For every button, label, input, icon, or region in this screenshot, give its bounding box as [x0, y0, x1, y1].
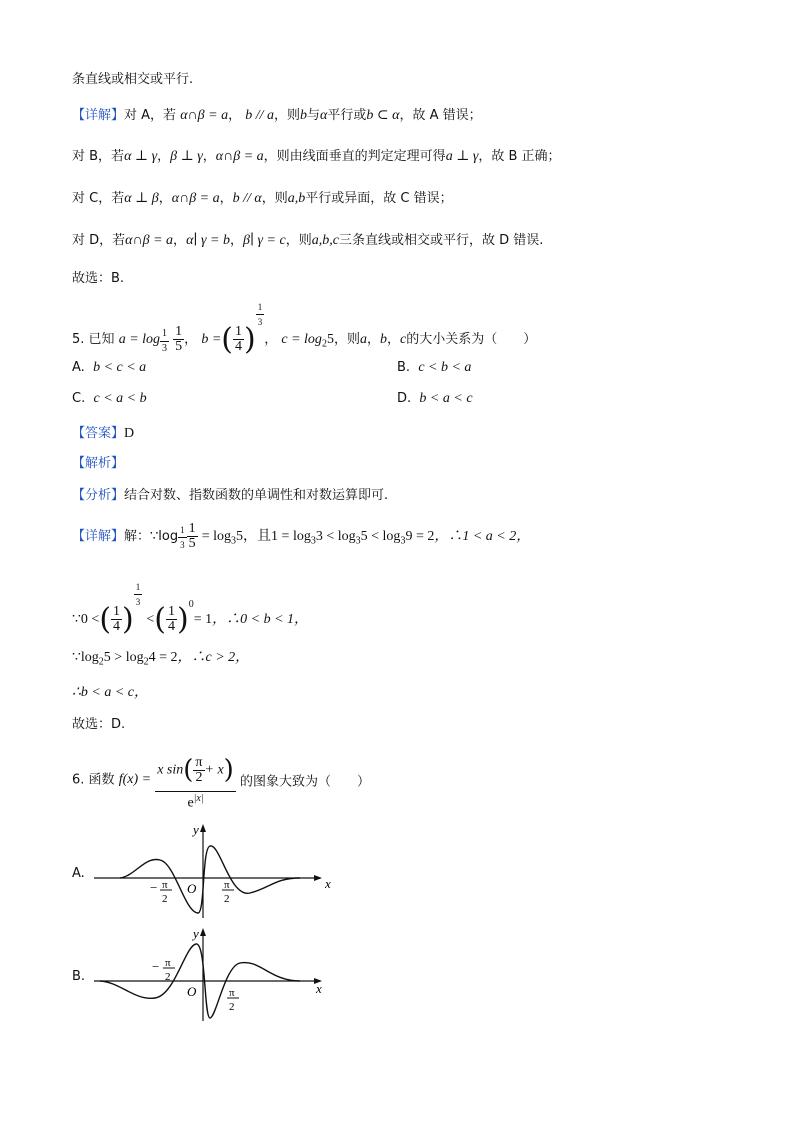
svg-text:O: O [187, 984, 197, 999]
svg-text:2: 2 [162, 893, 168, 905]
svg-text:π: π [229, 987, 235, 999]
choose-b-line: 故选：B. [72, 271, 125, 286]
option-c[interactable]: C. c < a < b [72, 391, 147, 406]
svg-text:y: y [193, 926, 199, 941]
detail-line-d: 对 D，若α∩β = a，α∣ γ = b，β∣ γ = c，则a,b,c三条直线或相交或平行，故 D 错误. [72, 233, 544, 248]
svg-text:π: π [162, 879, 168, 891]
analysis-tag: 【解析】 [72, 456, 125, 471]
option-b-label[interactable]: B. [72, 969, 86, 984]
svg-text:−: − [150, 880, 158, 895]
log2-line: $\because\log_25 > \log_24 = 2$，∴c > 2， [72, 650, 250, 668]
detail-line-b: 对 B，若α ⊥ γ，β ⊥ γ，α∩β = a，则由线面垂直的判定定理可得a ⊥ γ，故 B 正确； [72, 149, 561, 164]
option-b[interactable]: B. c < b < a [397, 360, 472, 375]
curve-a [120, 846, 300, 913]
option-d[interactable]: D. b < a < c [397, 391, 473, 406]
conclusion-line: ∴b < a < c， [72, 685, 149, 700]
log-base-fraction: $\frac{1}{3}$ [162, 328, 168, 354]
detail-line-c: 对 C，若α ⊥ β，α∩β = a，b // α，则a,b平行或异面，故 C 错误； [72, 191, 453, 206]
answer-value: D [124, 426, 135, 441]
question-6-stem: 6. 函数 f(x) = x sin( $\frac{\pi}{2}$ + x) $e^{|x|}$ 的图象大致为（ ） [72, 750, 370, 810]
detail-line-a: 【详解】对 A，若 α∩β = a， b // a，则b与α平行或b ⊂ α，故 A 错误； [72, 108, 482, 123]
svg-text:2: 2 [224, 893, 230, 905]
question-5-stem: 5. 已知 a = log $\frac{1}{3}$ $\frac{1}{5}$ ， b =( $\frac{1}{4}$ ) $\frac{1}{3}$ ， $c = \log_25$，则a，b，c的大小关系为（ ） [72, 302, 537, 357]
fenxi-line: 【分析】结合对数、指数函数的单调性和对数运算即可. [72, 488, 389, 503]
origin-label: O [187, 881, 197, 896]
graph-b[interactable] [90, 926, 330, 1026]
choose-d-line: 故选：D. [72, 717, 126, 732]
svg-text:−: − [152, 959, 160, 974]
svg-text:x: x [316, 981, 322, 996]
question-6-number: 6. 函数 [72, 772, 115, 788]
svg-text:π: π [224, 879, 230, 891]
svg-text:2: 2 [165, 971, 171, 983]
x-label: x [325, 876, 331, 891]
detail-tag: 【详解】 [72, 108, 125, 123]
xiangjie-line: 【详解】解：∵log $\frac{1}{3}$ $\frac{1}{5}$ = $\log_35$，且$1 = \log_33 < \log_35 < \log_39 = 2$，∴1 < a < 2， [72, 521, 531, 551]
exponent-line: ∵0 <( $\frac{1}{4}$ ) $\frac{1}{3}$ <( $\frac{1}{4}$ )$^0$= 1，∴0 < b < 1， [72, 582, 309, 637]
svg-text:π: π [165, 957, 171, 969]
y-label: y [193, 822, 199, 837]
function-fraction: x sin( $\frac{\pi}{2}$ + x) $e^{|x|}$ [155, 750, 236, 810]
text-line-1: 条直线或相交或平行. [72, 72, 194, 87]
option-a[interactable]: A. b < c < a [72, 360, 147, 375]
svg-text:2: 2 [229, 1001, 235, 1013]
graph-a[interactable] [90, 818, 330, 924]
question-5-number: 5. 已知 [72, 332, 115, 347]
log-arg-fraction: $\frac{1}{5}$ [175, 324, 183, 354]
option-a-label[interactable]: A. [72, 866, 85, 881]
answer-line: 【答案】D [72, 426, 135, 441]
